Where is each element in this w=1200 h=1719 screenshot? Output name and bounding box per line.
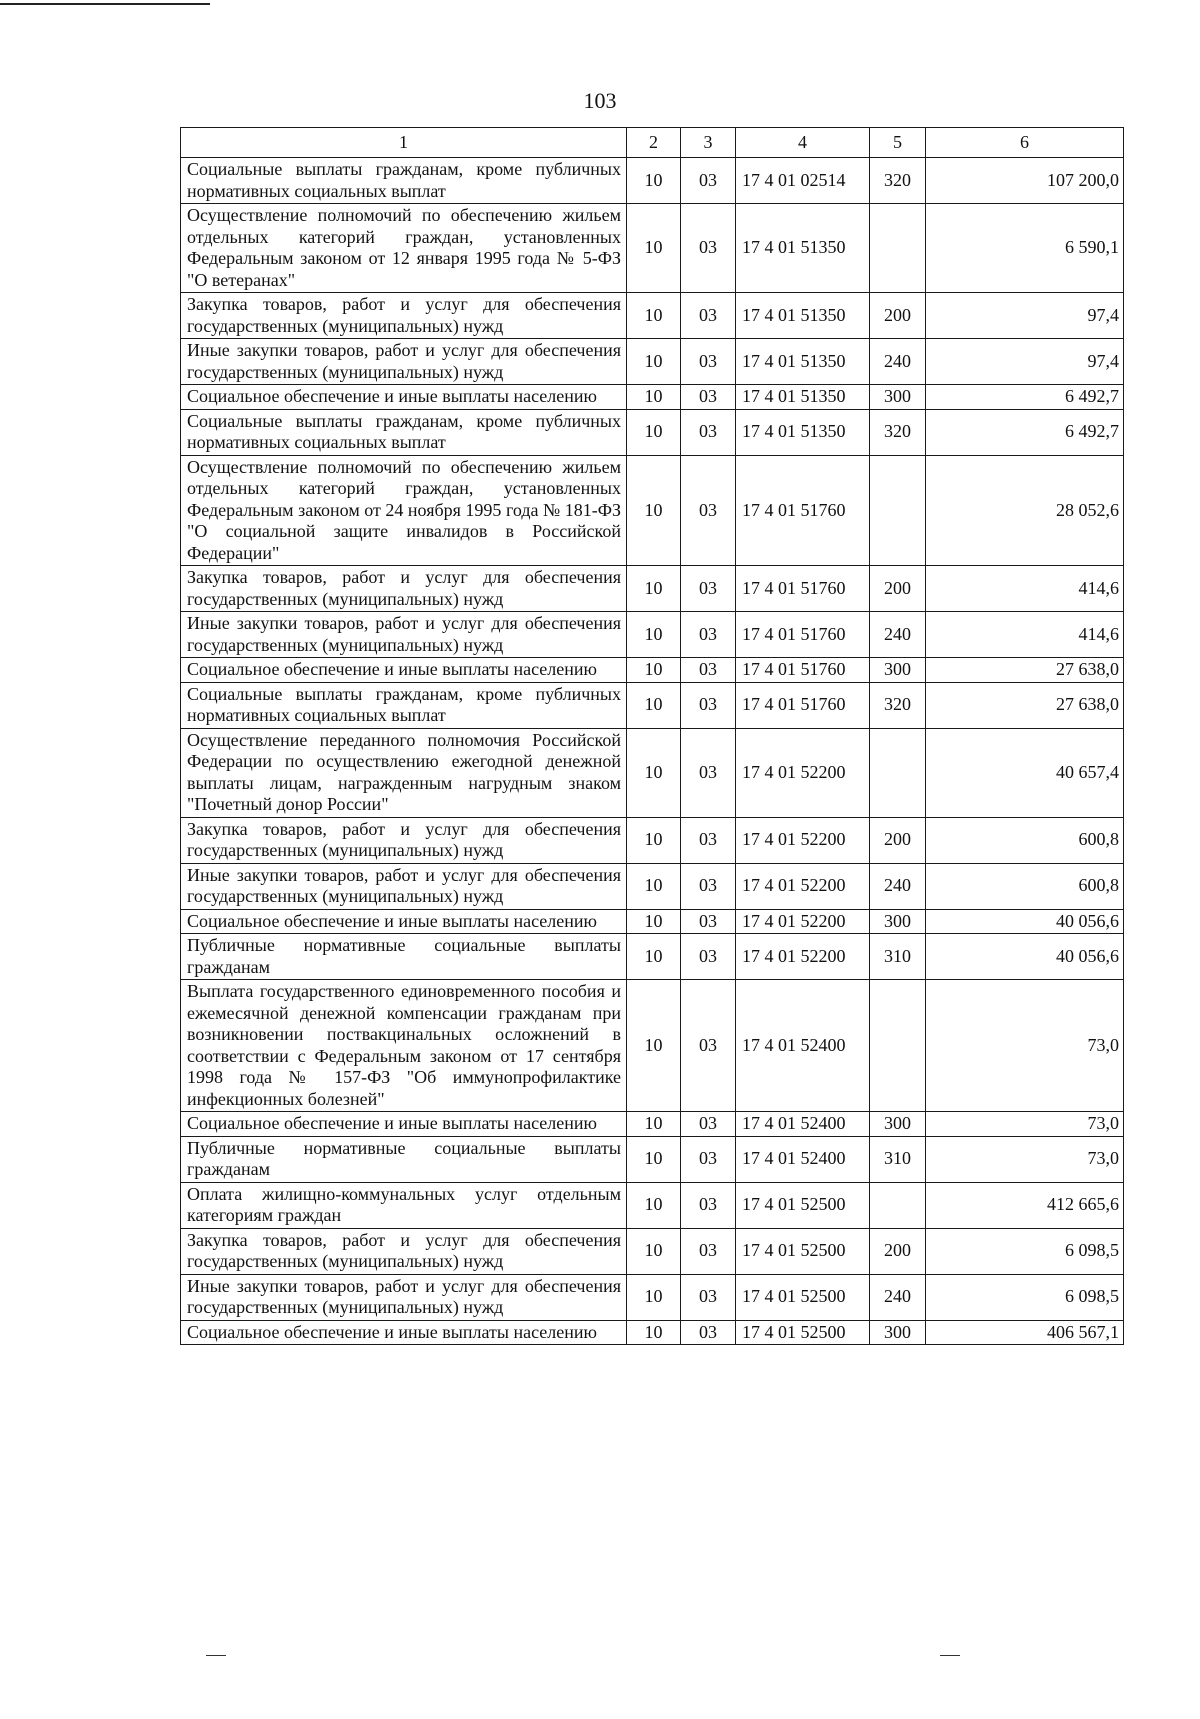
subsection-cell: 03 bbox=[681, 863, 736, 909]
amount-cell: 73,0 bbox=[926, 980, 1124, 1112]
subsection-cell: 03 bbox=[681, 409, 736, 455]
expense-type-cell: 300 bbox=[870, 909, 926, 934]
row-name-cell: Закупка товаров, работ и услуг для обеспечения государственных (муниципальных) нужд bbox=[181, 293, 627, 339]
target-article-cell: 17 4 01 52500 bbox=[736, 1228, 870, 1274]
section-cell: 10 bbox=[627, 682, 681, 728]
table-row bbox=[181, 1274, 1124, 1320]
expense-type-cell: 200 bbox=[870, 1228, 926, 1274]
row-name-cell: Иные закупки товаров, работ и услуг для обеспечения государственных (муниципальных) нужд bbox=[181, 339, 627, 385]
subsection-cell: 03 bbox=[681, 566, 736, 612]
amount-cell: 6 492,7 bbox=[926, 385, 1124, 410]
section-cell: 10 bbox=[627, 728, 681, 817]
amount-cell: 412 665,6 bbox=[926, 1182, 1124, 1228]
top-rule bbox=[0, 3, 210, 5]
column-header: 5 bbox=[870, 128, 926, 158]
row-name-cell: Иные закупки товаров, работ и услуг для обеспечения государственных (муниципальных) нужд bbox=[181, 863, 627, 909]
section-cell: 10 bbox=[627, 204, 681, 293]
amount-cell: 73,0 bbox=[926, 1112, 1124, 1137]
table-row bbox=[181, 385, 1124, 410]
table-row bbox=[181, 682, 1124, 728]
section-cell: 10 bbox=[627, 1182, 681, 1228]
column-header: 3 bbox=[681, 128, 736, 158]
amount-cell: 27 638,0 bbox=[926, 682, 1124, 728]
subsection-cell: 03 bbox=[681, 1228, 736, 1274]
section-cell: 10 bbox=[627, 817, 681, 863]
table-row bbox=[181, 1136, 1124, 1182]
target-article-cell: 17 4 01 52400 bbox=[736, 980, 870, 1112]
expense-type-cell bbox=[870, 1182, 926, 1228]
target-article-cell: 17 4 01 51350 bbox=[736, 293, 870, 339]
expense-type-cell: 240 bbox=[870, 1274, 926, 1320]
target-article-cell: 17 4 01 52200 bbox=[736, 728, 870, 817]
amount-cell: 6 098,5 bbox=[926, 1274, 1124, 1320]
amount-cell: 97,4 bbox=[926, 293, 1124, 339]
row-name-cell: Закупка товаров, работ и услуг для обеспечения государственных (муниципальных) нужд bbox=[181, 817, 627, 863]
bottom-dash-right bbox=[940, 1655, 960, 1656]
section-cell: 10 bbox=[627, 1274, 681, 1320]
target-article-cell: 17 4 01 52500 bbox=[736, 1182, 870, 1228]
expense-type-cell: 300 bbox=[870, 385, 926, 410]
amount-cell: 40 657,4 bbox=[926, 728, 1124, 817]
table-row bbox=[181, 980, 1124, 1112]
target-article-cell: 17 4 01 52500 bbox=[736, 1320, 870, 1345]
subsection-cell: 03 bbox=[681, 1182, 736, 1228]
subsection-cell: 03 bbox=[681, 455, 736, 566]
row-name-cell: Публичные нормативные социальные выплаты гражданам bbox=[181, 1136, 627, 1182]
target-article-cell: 17 4 01 02514 bbox=[736, 158, 870, 204]
table-row bbox=[181, 909, 1124, 934]
budget-table bbox=[180, 127, 1124, 1345]
table-row bbox=[181, 612, 1124, 658]
section-cell: 10 bbox=[627, 409, 681, 455]
target-article-cell: 17 4 01 51350 bbox=[736, 204, 870, 293]
table-row bbox=[181, 658, 1124, 683]
row-name-cell: Иные закупки товаров, работ и услуг для обеспечения государственных (муниципальных) нужд bbox=[181, 612, 627, 658]
subsection-cell: 03 bbox=[681, 909, 736, 934]
target-article-cell: 17 4 01 51760 bbox=[736, 566, 870, 612]
section-cell: 10 bbox=[627, 1136, 681, 1182]
expense-type-cell: 320 bbox=[870, 158, 926, 204]
subsection-cell: 03 bbox=[681, 658, 736, 683]
expense-type-cell: 240 bbox=[870, 339, 926, 385]
table-row bbox=[181, 409, 1124, 455]
table-header-row bbox=[181, 128, 1124, 158]
subsection-cell: 03 bbox=[681, 612, 736, 658]
column-header: 6 bbox=[926, 128, 1124, 158]
expense-type-cell: 320 bbox=[870, 682, 926, 728]
section-cell: 10 bbox=[627, 385, 681, 410]
row-name-cell: Социальное обеспечение и иные выплаты населению bbox=[181, 1112, 627, 1137]
expense-type-cell: 200 bbox=[870, 293, 926, 339]
target-article-cell: 17 4 01 52400 bbox=[736, 1112, 870, 1137]
section-cell: 10 bbox=[627, 566, 681, 612]
section-cell: 10 bbox=[627, 293, 681, 339]
amount-cell: 414,6 bbox=[926, 566, 1124, 612]
section-cell: 10 bbox=[627, 863, 681, 909]
table-row bbox=[181, 728, 1124, 817]
expense-type-cell: 300 bbox=[870, 658, 926, 683]
section-cell: 10 bbox=[627, 1112, 681, 1137]
row-name-cell: Иные закупки товаров, работ и услуг для обеспечения государственных (муниципальных) нужд bbox=[181, 1274, 627, 1320]
table-row bbox=[181, 158, 1124, 204]
section-cell: 10 bbox=[627, 339, 681, 385]
section-cell: 10 bbox=[627, 909, 681, 934]
table-row bbox=[181, 817, 1124, 863]
subsection-cell: 03 bbox=[681, 385, 736, 410]
subsection-cell: 03 bbox=[681, 1320, 736, 1345]
table-row bbox=[181, 1182, 1124, 1228]
target-article-cell: 17 4 01 51760 bbox=[736, 612, 870, 658]
section-cell: 10 bbox=[627, 658, 681, 683]
row-name-cell: Социальное обеспечение и иные выплаты населению bbox=[181, 909, 627, 934]
row-name-cell: Социальные выплаты гражданам, кроме публичных нормативных социальных выплат bbox=[181, 158, 627, 204]
amount-cell: 40 056,6 bbox=[926, 909, 1124, 934]
target-article-cell: 17 4 01 52200 bbox=[736, 934, 870, 980]
row-name-cell: Выплата государственного единовременного пособия и ежемесячной денежной компенсации гражданам при возникновении поствакцинальных осложнений в соответствии с Федеральным законом от 17 сентября 1998 года № 157-ФЗ "Об иммунопрофилактике инфекционных болезней" bbox=[181, 980, 627, 1112]
target-article-cell: 17 4 01 51350 bbox=[736, 409, 870, 455]
row-name-cell: Публичные нормативные социальные выплаты гражданам bbox=[181, 934, 627, 980]
expense-type-cell: 310 bbox=[870, 934, 926, 980]
amount-cell: 414,6 bbox=[926, 612, 1124, 658]
amount-cell: 6 492,7 bbox=[926, 409, 1124, 455]
row-name-cell: Оплата жилищно-коммунальных услуг отдельным категориям граждан bbox=[181, 1182, 627, 1228]
column-header: 4 bbox=[736, 128, 870, 158]
expense-type-cell: 200 bbox=[870, 566, 926, 612]
column-header: 1 bbox=[181, 128, 627, 158]
target-article-cell: 17 4 01 51760 bbox=[736, 682, 870, 728]
amount-cell: 28 052,6 bbox=[926, 455, 1124, 566]
target-article-cell: 17 4 01 52200 bbox=[736, 909, 870, 934]
expense-type-cell: 300 bbox=[870, 1320, 926, 1345]
amount-cell: 6 098,5 bbox=[926, 1228, 1124, 1274]
subsection-cell: 03 bbox=[681, 339, 736, 385]
table-row bbox=[181, 1112, 1124, 1137]
target-article-cell: 17 4 01 52500 bbox=[736, 1274, 870, 1320]
amount-cell: 73,0 bbox=[926, 1136, 1124, 1182]
amount-cell: 6 590,1 bbox=[926, 204, 1124, 293]
expense-type-cell bbox=[870, 204, 926, 293]
table-row bbox=[181, 566, 1124, 612]
row-name-cell: Закупка товаров, работ и услуг для обеспечения государственных (муниципальных) нужд bbox=[181, 566, 627, 612]
subsection-cell: 03 bbox=[681, 293, 736, 339]
expense-type-cell: 320 bbox=[870, 409, 926, 455]
table-row bbox=[181, 455, 1124, 566]
subsection-cell: 03 bbox=[681, 204, 736, 293]
amount-cell: 40 056,6 bbox=[926, 934, 1124, 980]
table-row bbox=[181, 339, 1124, 385]
section-cell: 10 bbox=[627, 158, 681, 204]
expense-type-cell: 300 bbox=[870, 1112, 926, 1137]
amount-cell: 27 638,0 bbox=[926, 658, 1124, 683]
bottom-dash-left bbox=[206, 1655, 226, 1656]
section-cell: 10 bbox=[627, 612, 681, 658]
subsection-cell: 03 bbox=[681, 817, 736, 863]
subsection-cell: 03 bbox=[681, 728, 736, 817]
amount-cell: 406 567,1 bbox=[926, 1320, 1124, 1345]
subsection-cell: 03 bbox=[681, 1136, 736, 1182]
column-header: 2 bbox=[627, 128, 681, 158]
table-row bbox=[181, 934, 1124, 980]
subsection-cell: 03 bbox=[681, 980, 736, 1112]
amount-cell: 97,4 bbox=[926, 339, 1124, 385]
expense-type-cell: 310 bbox=[870, 1136, 926, 1182]
section-cell: 10 bbox=[627, 934, 681, 980]
table-row bbox=[181, 293, 1124, 339]
subsection-cell: 03 bbox=[681, 158, 736, 204]
row-name-cell: Социальное обеспечение и иные выплаты населению bbox=[181, 658, 627, 683]
table-row bbox=[181, 204, 1124, 293]
target-article-cell: 17 4 01 51350 bbox=[736, 385, 870, 410]
section-cell: 10 bbox=[627, 1320, 681, 1345]
target-article-cell: 17 4 01 51760 bbox=[736, 658, 870, 683]
table-row bbox=[181, 863, 1124, 909]
row-name-cell: Социальные выплаты гражданам, кроме публичных нормативных социальных выплат bbox=[181, 682, 627, 728]
expense-type-cell bbox=[870, 455, 926, 566]
section-cell: 10 bbox=[627, 980, 681, 1112]
target-article-cell: 17 4 01 52200 bbox=[736, 863, 870, 909]
subsection-cell: 03 bbox=[681, 1274, 736, 1320]
subsection-cell: 03 bbox=[681, 934, 736, 980]
section-cell: 10 bbox=[627, 1228, 681, 1274]
target-article-cell: 17 4 01 52400 bbox=[736, 1136, 870, 1182]
row-name-cell: Осуществление переданного полномочия Российской Федерации по осуществлению ежегодной денежной выплаты лицам, награжденным нагрудным знаком "Почетный донор России" bbox=[181, 728, 627, 817]
page-number: 103 bbox=[583, 88, 617, 113]
expense-type-cell bbox=[870, 728, 926, 817]
row-name-cell: Осуществление полномочий по обеспечению жильем отдельных категорий граждан, установленных Федеральным законом от 12 января 1995 года № 5-ФЗ "О ветеранах" bbox=[181, 204, 627, 293]
amount-cell: 600,8 bbox=[926, 863, 1124, 909]
table-row bbox=[181, 1320, 1124, 1345]
subsection-cell: 03 bbox=[681, 1112, 736, 1137]
amount-cell: 107 200,0 bbox=[926, 158, 1124, 204]
subsection-cell: 03 bbox=[681, 682, 736, 728]
target-article-cell: 17 4 01 51760 bbox=[736, 455, 870, 566]
expense-type-cell bbox=[870, 980, 926, 1112]
row-name-cell: Закупка товаров, работ и услуг для обеспечения государственных (муниципальных) нужд bbox=[181, 1228, 627, 1274]
row-name-cell: Социальное обеспечение и иные выплаты населению bbox=[181, 385, 627, 410]
target-article-cell: 17 4 01 52200 bbox=[736, 817, 870, 863]
expense-type-cell: 240 bbox=[870, 612, 926, 658]
row-name-cell: Социальные выплаты гражданам, кроме публичных нормативных социальных выплат bbox=[181, 409, 627, 455]
row-name-cell: Осуществление полномочий по обеспечению жильем отдельных категорий граждан, установленных Федеральным законом от 24 ноября 1995 года № 181-ФЗ "О социальной защите инвалидов в Российской Федерации" bbox=[181, 455, 627, 566]
amount-cell: 600,8 bbox=[926, 817, 1124, 863]
expense-type-cell: 200 bbox=[870, 817, 926, 863]
section-cell: 10 bbox=[627, 455, 681, 566]
table-body bbox=[181, 158, 1124, 1345]
expense-type-cell: 240 bbox=[870, 863, 926, 909]
row-name-cell: Социальное обеспечение и иные выплаты населению bbox=[181, 1320, 627, 1345]
table-row bbox=[181, 1228, 1124, 1274]
target-article-cell: 17 4 01 51350 bbox=[736, 339, 870, 385]
